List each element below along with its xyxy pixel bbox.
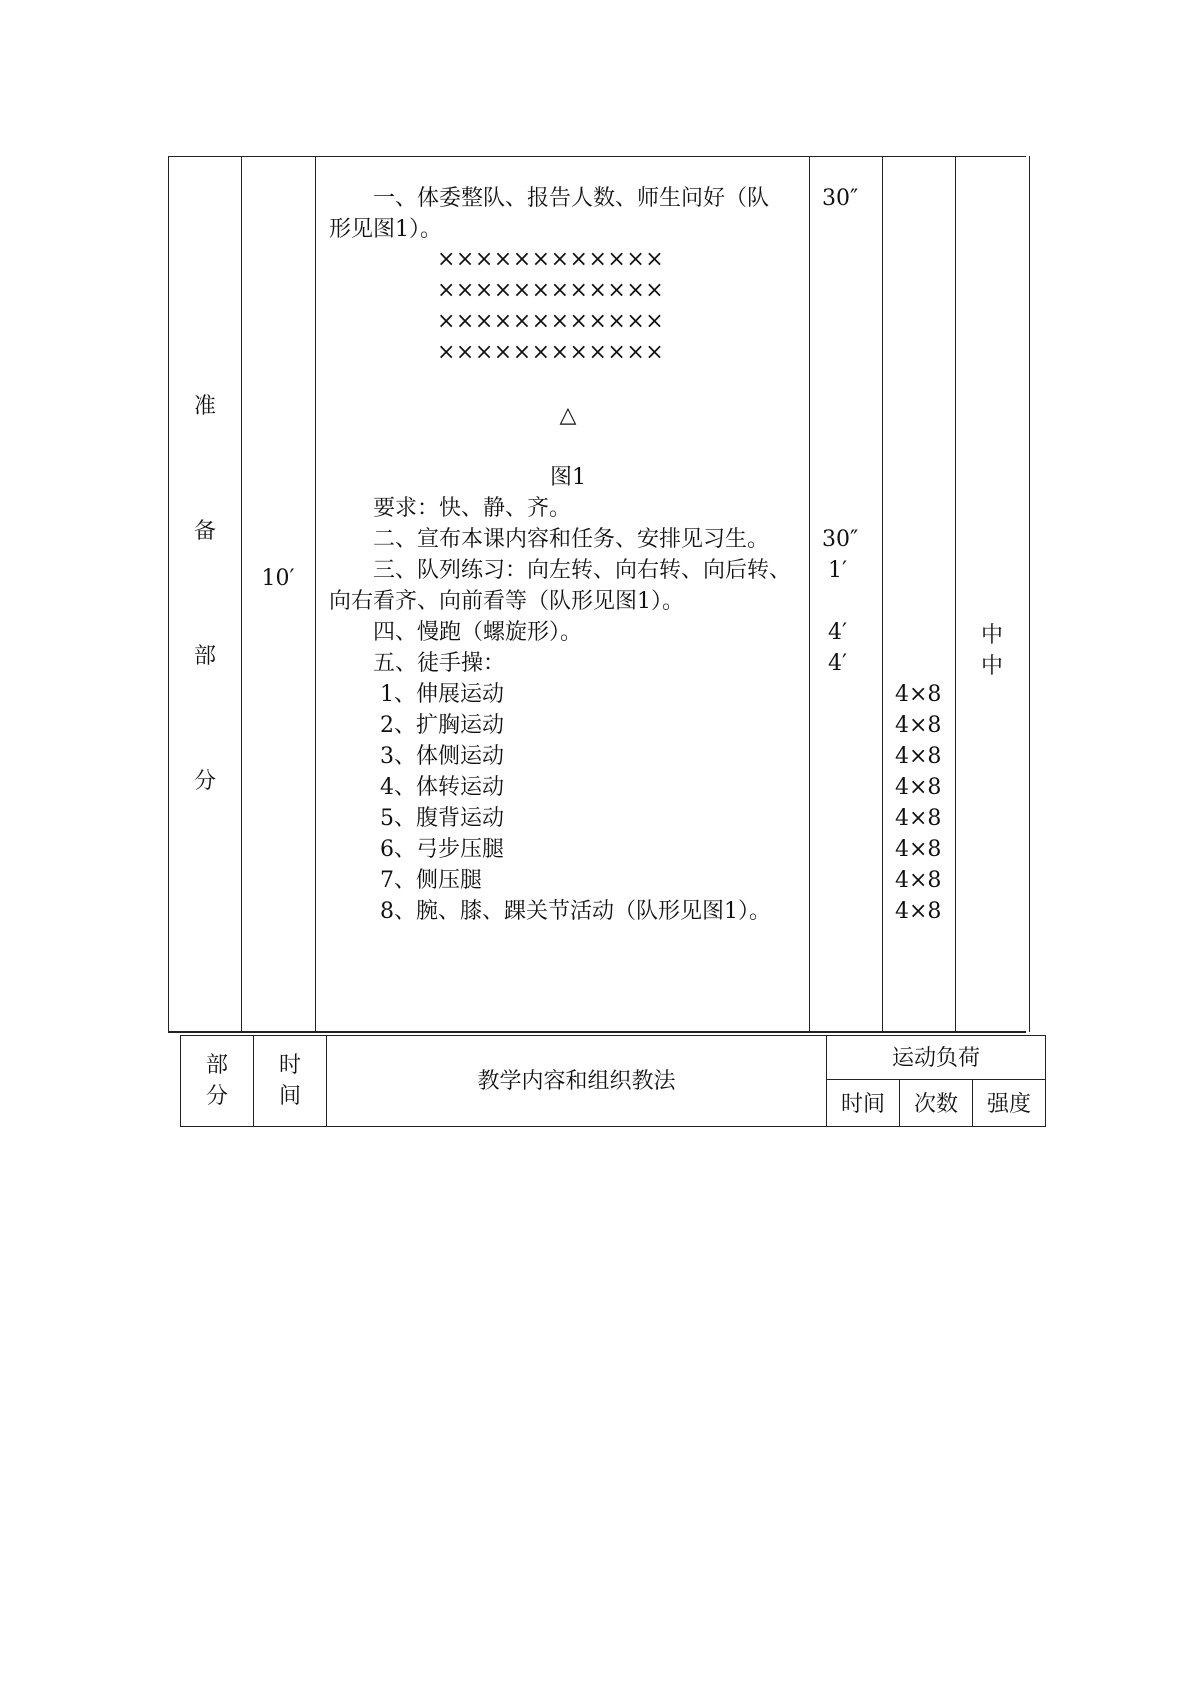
count-value: 4×8: [895, 775, 942, 800]
header-load-intensity: 强度: [986, 1092, 1031, 1117]
time-value: 4′: [828, 620, 847, 645]
content-line: 向右看齐、向前看等（队形见图1）。: [329, 589, 684, 614]
part-char-1: 准: [193, 394, 216, 419]
header-top-border: [180, 1035, 1046, 1036]
content-line: 7、侧压腿: [329, 868, 482, 893]
content-line: 2、扩胸运动: [329, 713, 504, 738]
col-border-3: [809, 156, 810, 1032]
count-value: 4×8: [895, 899, 942, 924]
header-time: 时 间: [278, 1053, 301, 1109]
table-top-border: [168, 156, 1026, 157]
content-line: 四、慢跑（螺旋形）。: [329, 620, 583, 645]
content-line: 5、腹背运动: [329, 806, 504, 831]
section-duration: 10′: [261, 566, 295, 591]
content-line: 1、伸展运动: [329, 682, 504, 707]
formation-row: ××××××××××××: [437, 309, 665, 334]
count-value: 4×8: [895, 868, 942, 893]
part-char-4: 分: [193, 769, 216, 794]
table-bottom-border: [168, 1031, 1026, 1033]
figure-caption: 图1: [550, 465, 586, 490]
formation-row: ××××××××××××: [437, 247, 665, 272]
content-line: 一、体委整队、报告人数、师生问好（队: [329, 186, 770, 211]
header-col-border-6: [1045, 1035, 1046, 1127]
count-value: 4×8: [895, 713, 942, 738]
time-value: 30″: [822, 527, 859, 552]
intensity-value: 中: [980, 654, 1003, 679]
header-part: 部 分: [205, 1053, 228, 1109]
count-value: 4×8: [895, 837, 942, 862]
col-border-5: [955, 156, 956, 1032]
content-line: 二、宣布本课内容和任务、安排见习生。: [329, 527, 770, 552]
col-border-0: [168, 156, 169, 1032]
col-border-6: [1029, 156, 1030, 1032]
part-char-2: 备: [193, 519, 216, 544]
count-value: 4×8: [895, 682, 942, 707]
time-value: 1′: [828, 558, 847, 583]
time-value: 4′: [828, 651, 847, 676]
header-load: 运动负荷: [891, 1046, 980, 1071]
content-line: 3、体侧运动: [329, 744, 504, 769]
content-line: 三、队列练习：向左转、向右转、向后转、: [329, 558, 792, 583]
content-line: 6、弓步压腿: [329, 837, 504, 862]
col-border-2: [315, 156, 316, 1032]
count-value: 4×8: [895, 806, 942, 831]
intensity-value: 中: [980, 623, 1003, 648]
count-value: 4×8: [895, 744, 942, 769]
content-line: 8、腕、膝、踝关节活动（队形见图1）。: [329, 899, 771, 924]
formation-row: ××××××××××××: [437, 278, 665, 303]
col-border-1: [241, 156, 242, 1032]
part-char-3: 部: [193, 644, 216, 669]
content-line: 要求：快、静、齐。: [329, 496, 572, 521]
header-bottom-border: [180, 1126, 1046, 1127]
header-content: 教学内容和组织教法: [477, 1069, 676, 1094]
header-load-time: 时间: [840, 1092, 885, 1117]
formation-row: ××××××××××××: [437, 340, 665, 365]
content-line: 五、徒手操：: [329, 651, 506, 676]
header-load-count: 次数: [913, 1092, 958, 1117]
content-line: 形见图1）。: [329, 217, 442, 242]
content-line: 4、体转运动: [329, 775, 504, 800]
col-border-4: [882, 156, 883, 1032]
teacher-position-mark: △: [559, 403, 577, 428]
load-divider: [826, 1079, 1046, 1080]
time-value: 30″: [822, 186, 859, 211]
